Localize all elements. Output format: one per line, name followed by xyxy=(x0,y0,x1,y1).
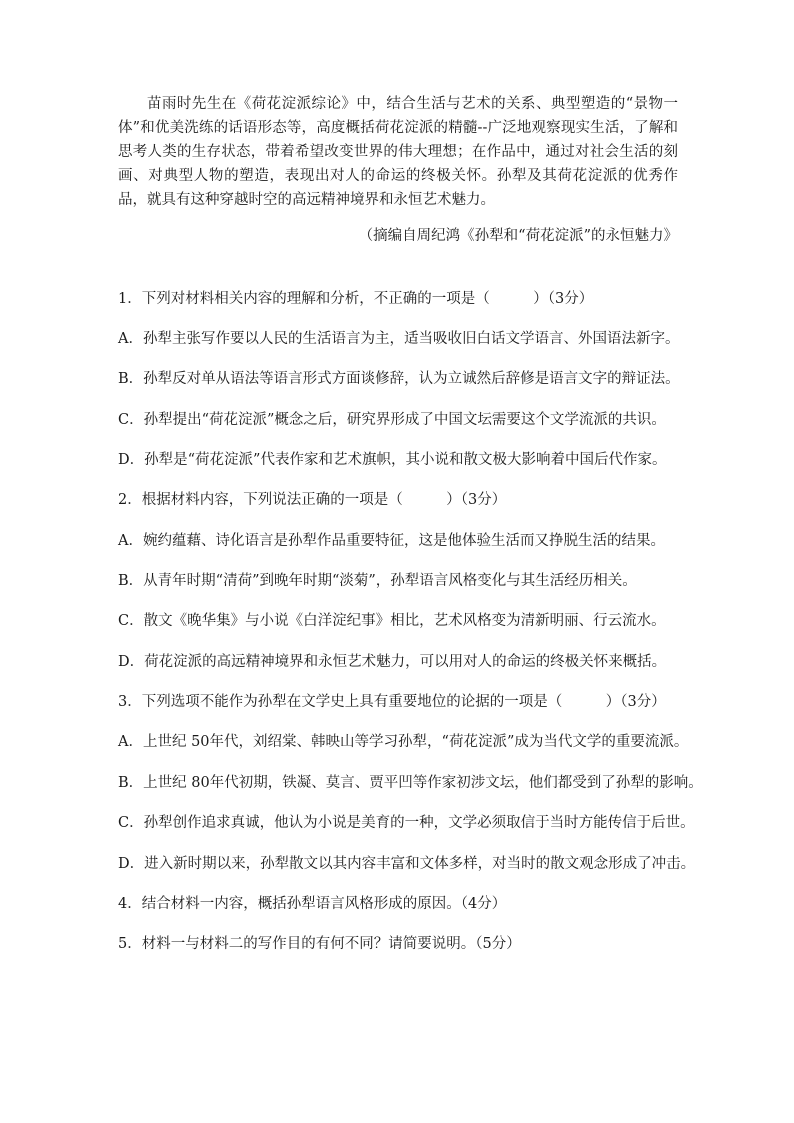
question-1-option-b: B．孙犁反对单从语法等语言形式方面谈修辞，认为立诚然后辞修是语言文字的辩证法。 xyxy=(118,371,680,387)
question-3-option-d: D．进入新时期以来，孙犁散文以其内容丰富和文体多样，对当时的散文观念形成了冲击。 xyxy=(118,856,696,872)
question-2-option-d: D．荷花淀派的高远精神境界和永恒艺术魅力，可以用对人的命运的终极关怀来概括。 xyxy=(118,654,667,670)
question-1-option-c: C．孙犁提出“荷花淀派”概念之后，研究界形成了中国文坛需要这个文学流派的共识。 xyxy=(118,412,666,428)
question-3-option-a: A．上世纪 50年代，刘绍棠、韩映山等学习孙犁，“荷花淀派”成为当代文学的重要流派。 xyxy=(118,734,689,750)
document-page xyxy=(118,92,678,248)
question-2-option-b: B．从青年时期“清荷”到晚年时期“淡菊”，孙犁语言风格变化与其生活经历相关。 xyxy=(118,573,637,589)
question-3-option-c: C．孙犁创作追求真诚，他认为小说是美育的一种，文学必须取信于当时方能传信于后世。 xyxy=(118,815,695,831)
question-1-stem: 1．下列对材料相关内容的理解和分析，不正确的一项是（ ）（3分） xyxy=(118,291,594,307)
question-2-option-a: A．婉约蕴藉、诗化语言是孙犁作品重要特征，这是他体验生活而又挣脱生活的结果。 xyxy=(118,533,665,549)
question-1-option-d: D．孙犁是“荷花淀派”代表作家和艺术旗帜，其小说和散文极大影响着中国后代作家。 xyxy=(118,452,667,468)
question-2-option-c: C．散文《晚华集》与小说《白洋淀纪事》相比，艺术风格变为清新明丽、行云流水。 xyxy=(118,613,666,629)
question-2-stem: 2．根据材料内容，下列说法正确的一项是（ ）（3分） xyxy=(118,492,507,508)
passage-paragraph: 苗雨时先生在《荷花淀派综论》中，结合生活与艺术的关系、典型塑造的“景物一体”和优美洗练的话语形态等，高度概括荷花淀派的精髓--广泛地观察现实生活，了解和思考人类的生存状态，带着希望改变世界的伟大理想；在作品中，通过对社会生活的刻画、对典型人物的塑造，表现出对人的命运的终极关怀。孙犁及其荷花淀派的优秀作品，就具有这种穿越时空的高远精神境界和永恒艺术魅力。 xyxy=(118,96,678,208)
question-1-option-a: A．孙犁主张写作要以人民的生活语言为主，适当吸收旧白话文学语言、外国语法新字。 xyxy=(118,331,680,347)
question-4-stem: 4．结合材料一内容，概括孙犁语言风格形成的原因。（4分） xyxy=(118,896,507,912)
question-3-option-b: B．上世纪 80年代初期，铁凝、莫言、贾平凹等作家初涉文坛，他们都受到了孙犁的影响。 xyxy=(118,775,703,791)
question-5-stem: 5．材料一与材料二的写作目的有何不同？请简要说明。（5分） xyxy=(118,936,521,952)
question-3-stem: 3．下列选项不能作为孙犁在文学史上具有重要地位的论据的一项是（ ）（3分） xyxy=(118,694,666,710)
passage-source: （摘编自周纪鸿《孙犁和“荷花淀派”的永恒魅力》 xyxy=(358,228,678,244)
